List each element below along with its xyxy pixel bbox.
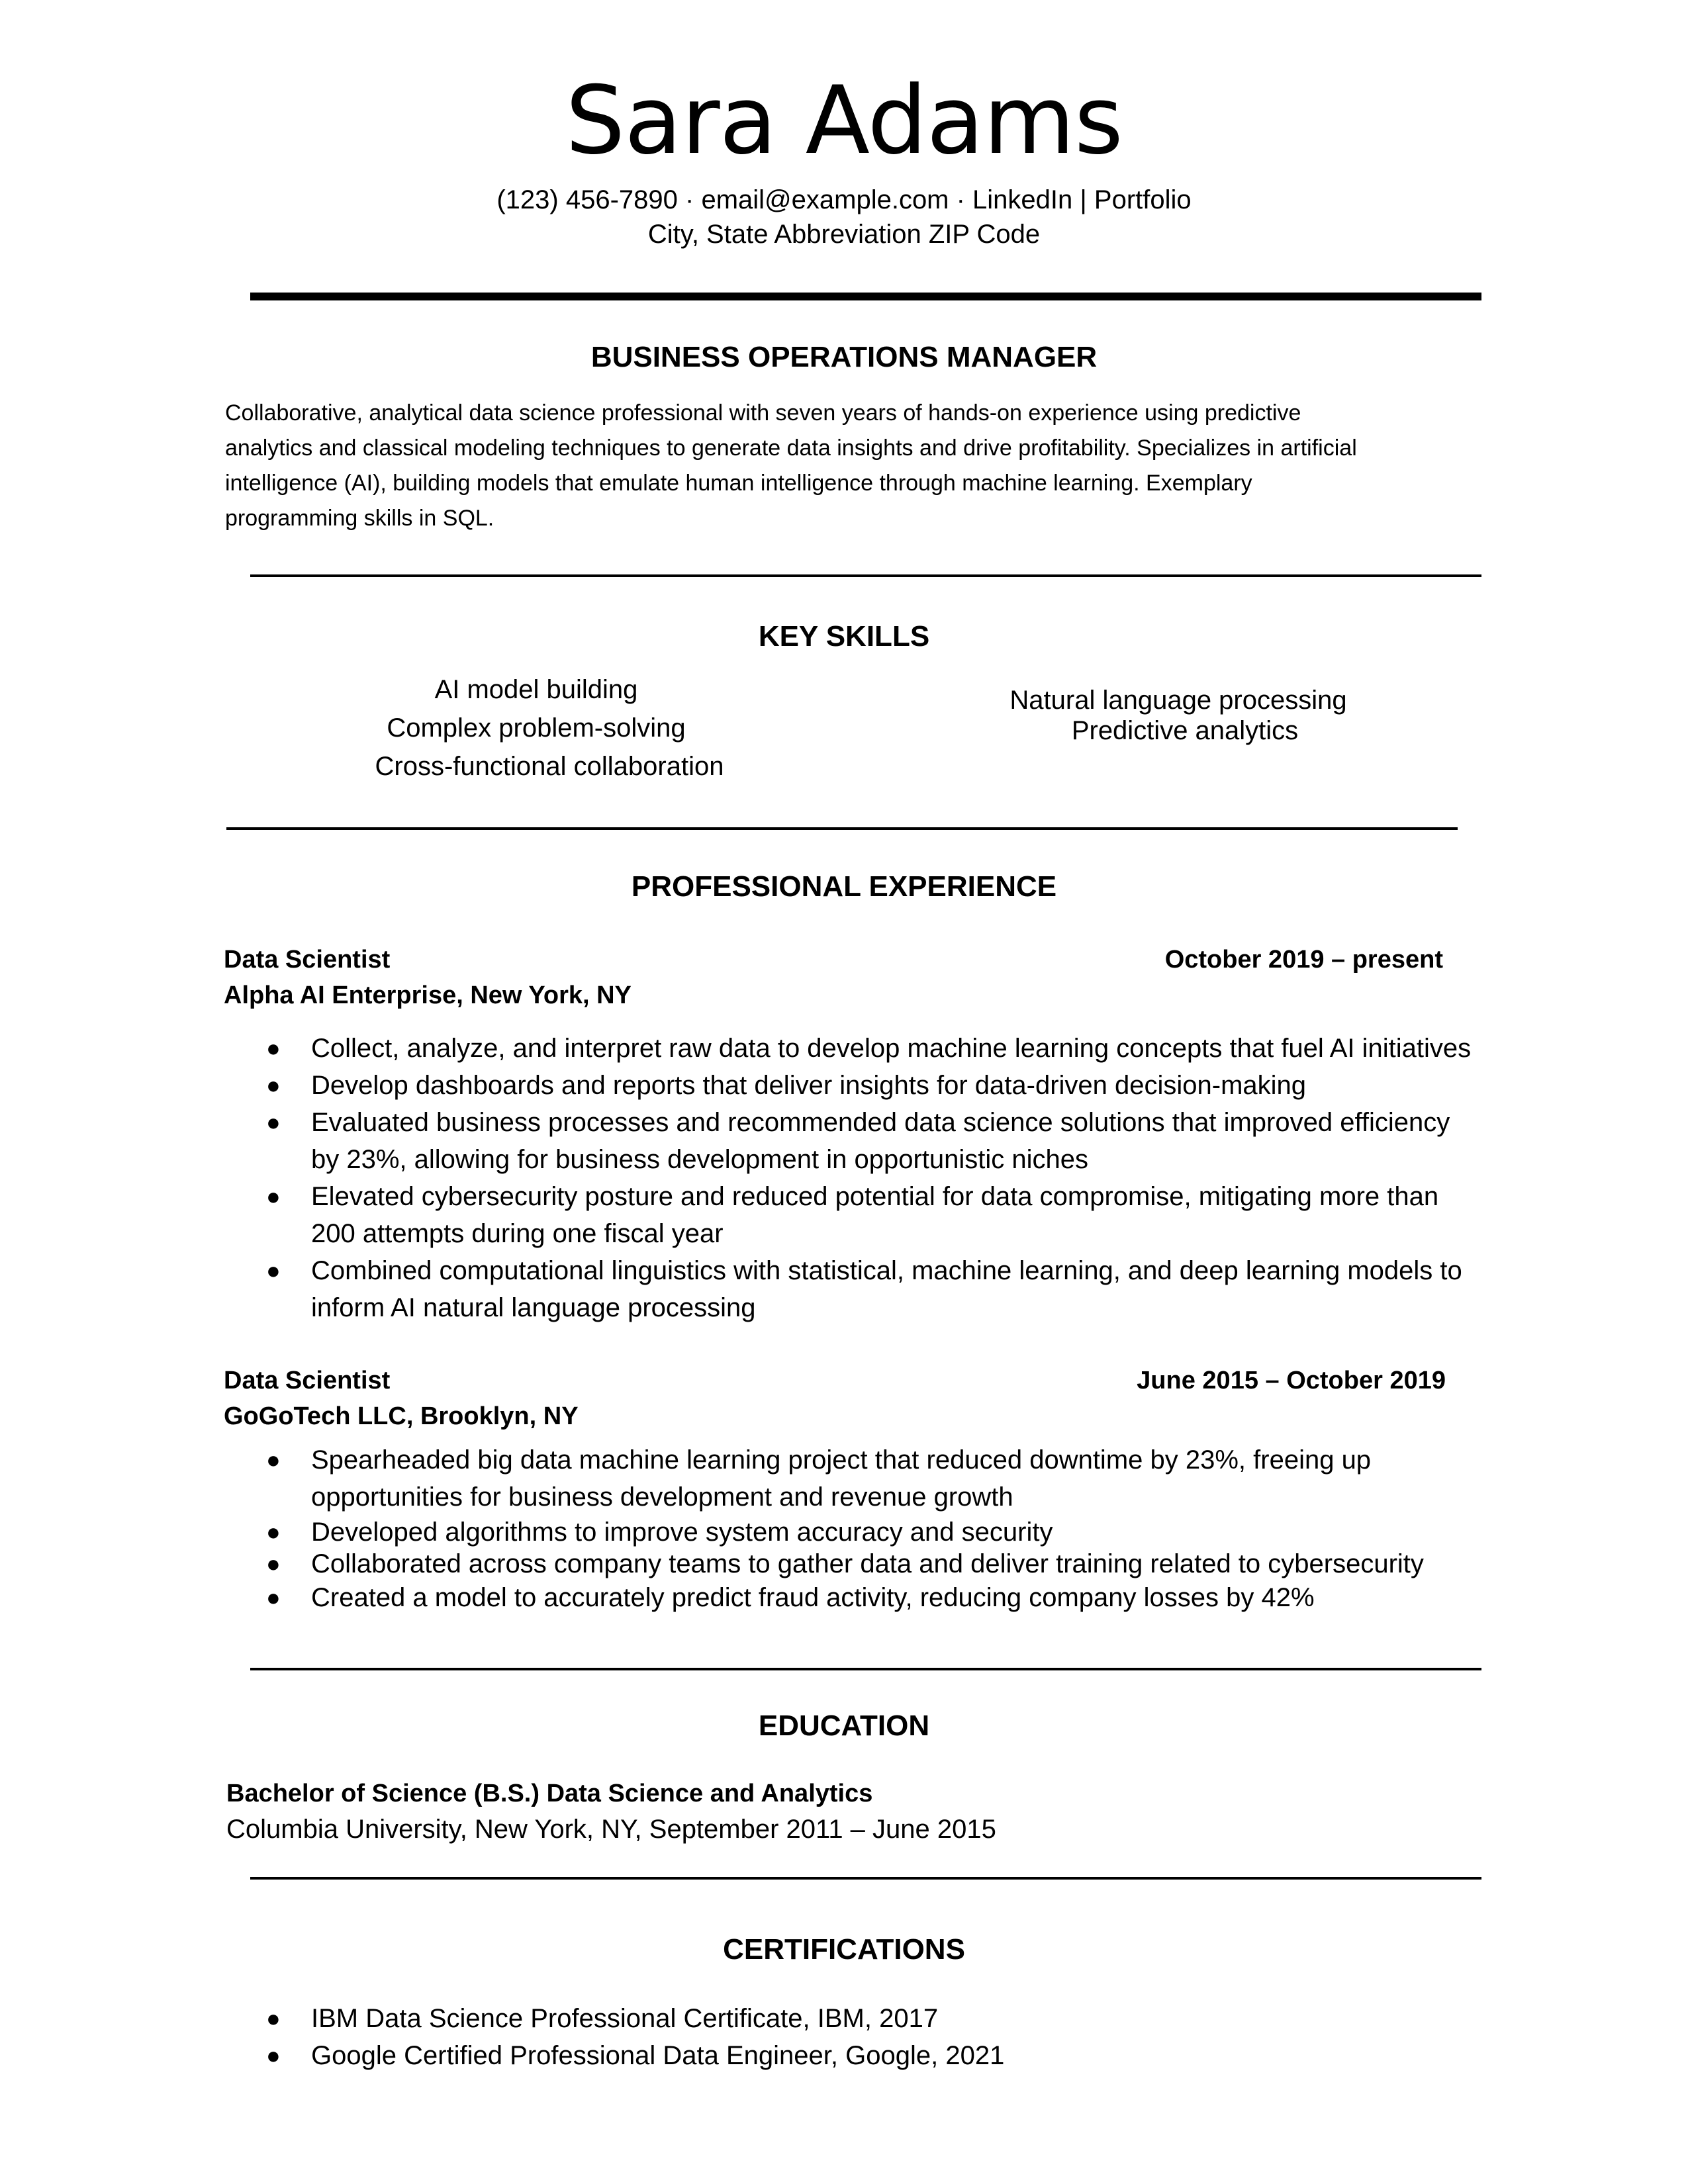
education-degree: Bachelor of Science (B.S.) Data Science and Analytics: [226, 1780, 873, 1807]
section-divider: [226, 827, 1458, 830]
resume-name: Sara Adams: [565, 66, 1123, 175]
summary-line: Collaborative, analytical data science professional with seven years of hands-on experience using predictive: [225, 400, 1301, 426]
certification-text: IBM Data Science Professional Certificate, IBM, 2017: [311, 2004, 939, 2033]
education-school: Columbia University, New York, NY, September 2011 – June 2015: [226, 1815, 996, 1844]
bullet-icon: ●: [266, 1183, 281, 1210]
list-item: [225, 1030, 1483, 1067]
bullet-text: Combined computational linguistics with statistical, machine learning, and deep learning models to: [311, 1256, 1462, 1285]
skill-item: Complex problem-solving: [387, 713, 686, 743]
list-item: [225, 1549, 1483, 1579]
bullet-text: Collect, analyze, and interpret raw data to develop machine learning concepts that fuel AI initiatives: [311, 1034, 1472, 1063]
list-item: [225, 1252, 1483, 1326]
bullet-text: Created a model to accurately predict fraud activity, reducing company losses by 42%: [311, 1583, 1315, 1612]
bullet-icon: ●: [266, 2005, 281, 2032]
bullet-icon: ●: [266, 1446, 281, 1473]
list-item: [225, 1067, 1483, 1104]
job-bullets: [225, 1441, 1483, 1616]
bullet-icon: ●: [266, 1257, 281, 1284]
list-item: [225, 1516, 1483, 1549]
education-title: EDUCATION: [758, 1709, 930, 1742]
bullet-text: Elevated cybersecurity posture and reduced potential for data compromise, mitigating more than: [311, 1182, 1439, 1211]
bullet-icon: ●: [266, 1550, 281, 1577]
bullet-text: inform AI natural language processing: [311, 1293, 756, 1322]
skill-item: Cross-functional collaboration: [375, 752, 724, 781]
bullet-text: by 23%, allowing for business development in opportunistic niches: [311, 1145, 1089, 1174]
list-item: [225, 1579, 1483, 1616]
skills-title: KEY SKILLS: [758, 620, 930, 653]
job-bullets: [225, 1030, 1483, 1326]
section-divider: [250, 1668, 1481, 1670]
bullet-text: Develop dashboards and reports that deliver insights for data-driven decision-making: [311, 1071, 1307, 1100]
list-item: [225, 1441, 1483, 1516]
summary-text: [225, 396, 1470, 536]
bullet-icon: ●: [266, 1518, 281, 1545]
job-role: Data Scientist: [224, 946, 391, 974]
bullet-text: opportunities for business development and revenue growth: [311, 1482, 1013, 1512]
list-item: [225, 1178, 1483, 1252]
bullet-icon: ●: [266, 1071, 281, 1099]
certification-text: Google Certified Professional Data Engineer, Google, 2021: [311, 2041, 1005, 2070]
job-company: Alpha AI Enterprise, New York, NY: [224, 981, 632, 1009]
skill-item: Predictive analytics: [1071, 716, 1299, 745]
bullet-icon: ●: [266, 1109, 281, 1136]
section-divider: [250, 574, 1481, 577]
experience-title: PROFESSIONAL EXPERIENCE: [631, 870, 1057, 903]
job-company: GoGoTech LLC, Brooklyn, NY: [224, 1402, 579, 1430]
bullet-text: Collaborated across company teams to gather data and deliver training related to cybersecurity: [311, 1549, 1424, 1578]
bullet-icon: ●: [266, 1034, 281, 1062]
job-dates: October 2019 – present: [1164, 946, 1443, 974]
list-item: [225, 1104, 1483, 1178]
section-divider: [250, 1877, 1481, 1880]
address-line: City, State Abbreviation ZIP Code: [647, 220, 1041, 249]
bullet-text: Evaluated business processes and recommended data science solutions that improved efficiency: [311, 1108, 1450, 1137]
summary-title: BUSINESS OPERATIONS MANAGER: [590, 341, 1098, 373]
list-item: [225, 2037, 1483, 2074]
job-dates: June 2015 – October 2019: [1137, 1367, 1446, 1394]
certifications-title: CERTIFICATIONS: [723, 1933, 965, 1966]
bullet-text: Developed algorithms to improve system accuracy and security: [311, 1518, 1053, 1547]
list-item: [225, 2000, 1483, 2037]
header-divider: [250, 293, 1481, 300]
bullet-text: 200 attempts during one fiscal year: [311, 1219, 724, 1248]
summary-line: analytics and classical modeling techniques to generate data insights and drive profitability. Specializes in artificial: [225, 435, 1357, 461]
bullet-icon: ●: [266, 1584, 281, 1611]
skill-item: Natural language processing: [1009, 686, 1347, 715]
summary-line: intelligence (AI), building models that emulate human intelligence through machine learning. Exemplary: [225, 471, 1252, 496]
certification-list: [225, 2000, 1483, 2074]
skill-item: AI model building: [434, 675, 638, 704]
bullet-icon: ●: [266, 2042, 281, 2069]
summary-line: programming skills in SQL.: [225, 506, 494, 531]
contact-line: (123) 456-7890 · email@example.com · LinkedIn | Portfolio: [496, 185, 1192, 214]
bullet-text: Spearheaded big data machine learning project that reduced downtime by 23%, freeing up: [311, 1445, 1372, 1475]
job-role: Data Scientist: [224, 1367, 391, 1394]
